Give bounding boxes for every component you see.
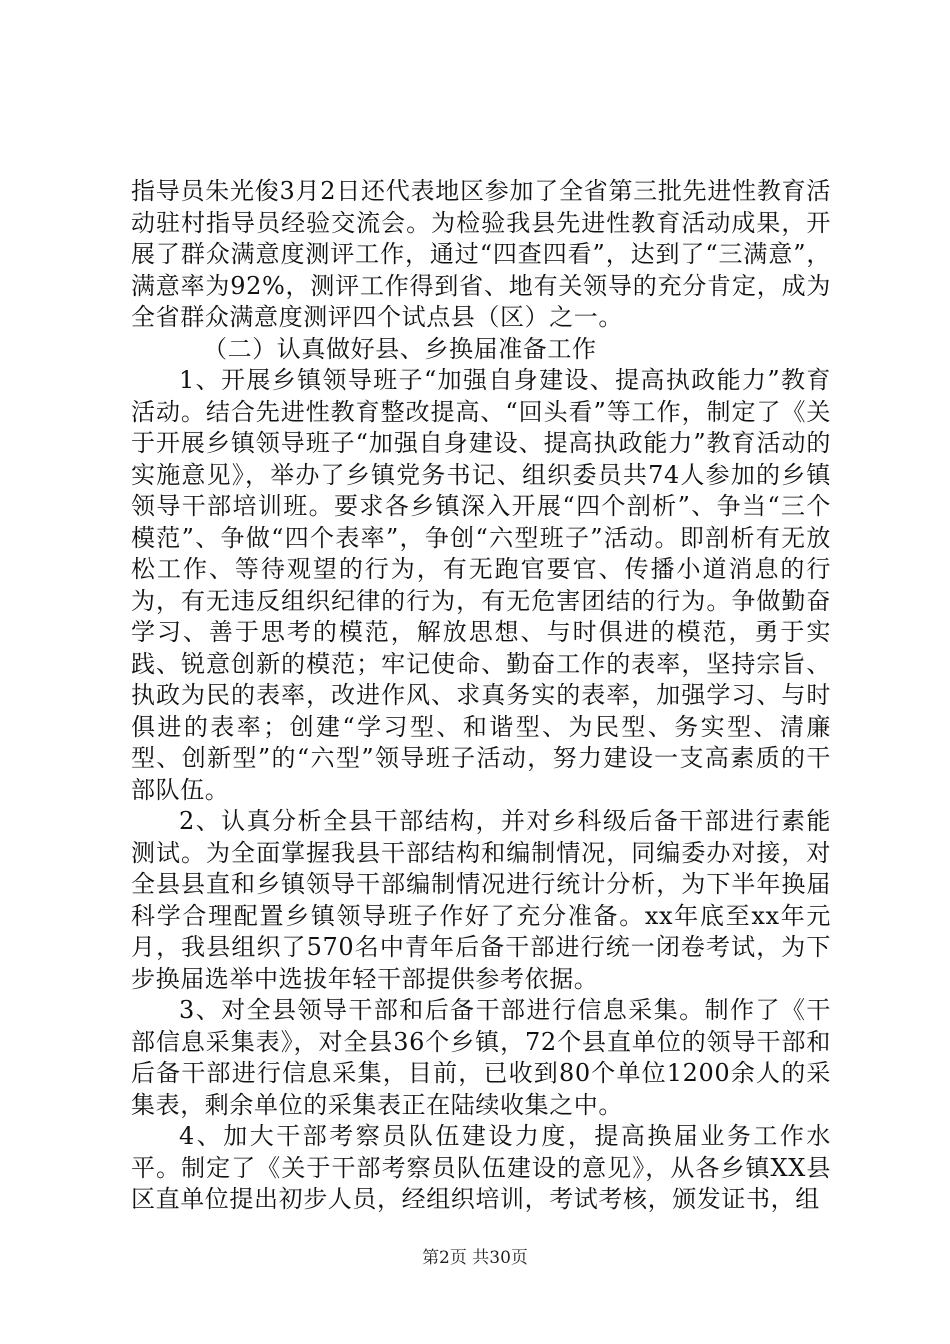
paragraph-item-1: 1、开展乡镇领导班子“加强自身建设、提高执政能力”教育活动。结合先进性教育整改提高、“回头看”等工作，制定了《关于开展乡镇领导班子“加强自身建设、提高执政能力”教育活动的实施意见》，举办了乡镇党务书记、组织委员共74人参加的乡镇领导干部培训班。要求各乡镇深入开展“四个剖析”、争当“三个模范”、争做“四个表率”，争创“六型班子”活动。即剖析有无放松工作、等待观望的行为，有无跑官要官、传播小道消息的行为，有无违反组织纪律的行为，有无危害团结的行为。争做勤奋学习、善于思考的模范，解放思想、与时俱进的模范，勇于实践、锐意创新的模范；牢记使命、勤奋工作的表率，坚持宗旨、执政为民的表率，改进作风、求真务实的表率，加强学习、与时俱进的表率；创建“学习型、和谐型、为民型、务实型、清廉型、创新型”的“六型”领导班子活动，努力建设一支高素质的干部队伍。 xyxy=(131,366,831,804)
document-body xyxy=(131,176,831,1216)
page-number-footer: 第2页 共30页 xyxy=(422,1248,528,1268)
paragraph-item-3: 3、对全县领导干部和后备干部进行信息采集。制作了《干部信息采集表》，对全县36个乡镇，72个县直单位的领导干部和后备干部进行信息采集，目前，已收到80个单位1200余人的采集表，剩余单位的采集表正在陆续收集之中。 xyxy=(131,996,831,1119)
section-subheading: （二）认真做好县、乡换届准备工作 xyxy=(203,334,597,363)
paragraph-item-4: 4、加大干部考察员队伍建设力度，提高换届业务工作水平。制定了《关于干部考察员队伍建设的意见》，从各乡镇XX县区直单位提出初步人员，经组织培训，考试考核，颁发证书，组 xyxy=(131,1122,831,1213)
paragraph-continuation: 指导员朱光俊3月2日还代表地区参加了全省第三批先进性教育活动驻村指导员经验交流会。为检验我县先进性教育活动成果，开展了群众满意度测评工作，通过“四查四看”，达到了“三满意”，满意率为92%，测评工作得到省、地有关领导的充分肯定，成为全省群众满意度测评四个试点县（区）之一。 xyxy=(131,177,831,331)
paragraph-item-2: 2、认真分析全县干部结构，并对乡科级后备干部进行素能测试。为全面掌握我县干部结构和编制情况，同编委办对接，对全县县直和乡镇领导干部编制情况进行统计分析，为下半年换届科学合理配置乡镇领导班子作好了充分准备。xx年底至xx年元月，我县组织了570名中青年后备干部进行统一闭卷考试，为下步换届选举中选拔年轻干部提供参考依据。 xyxy=(131,807,831,993)
